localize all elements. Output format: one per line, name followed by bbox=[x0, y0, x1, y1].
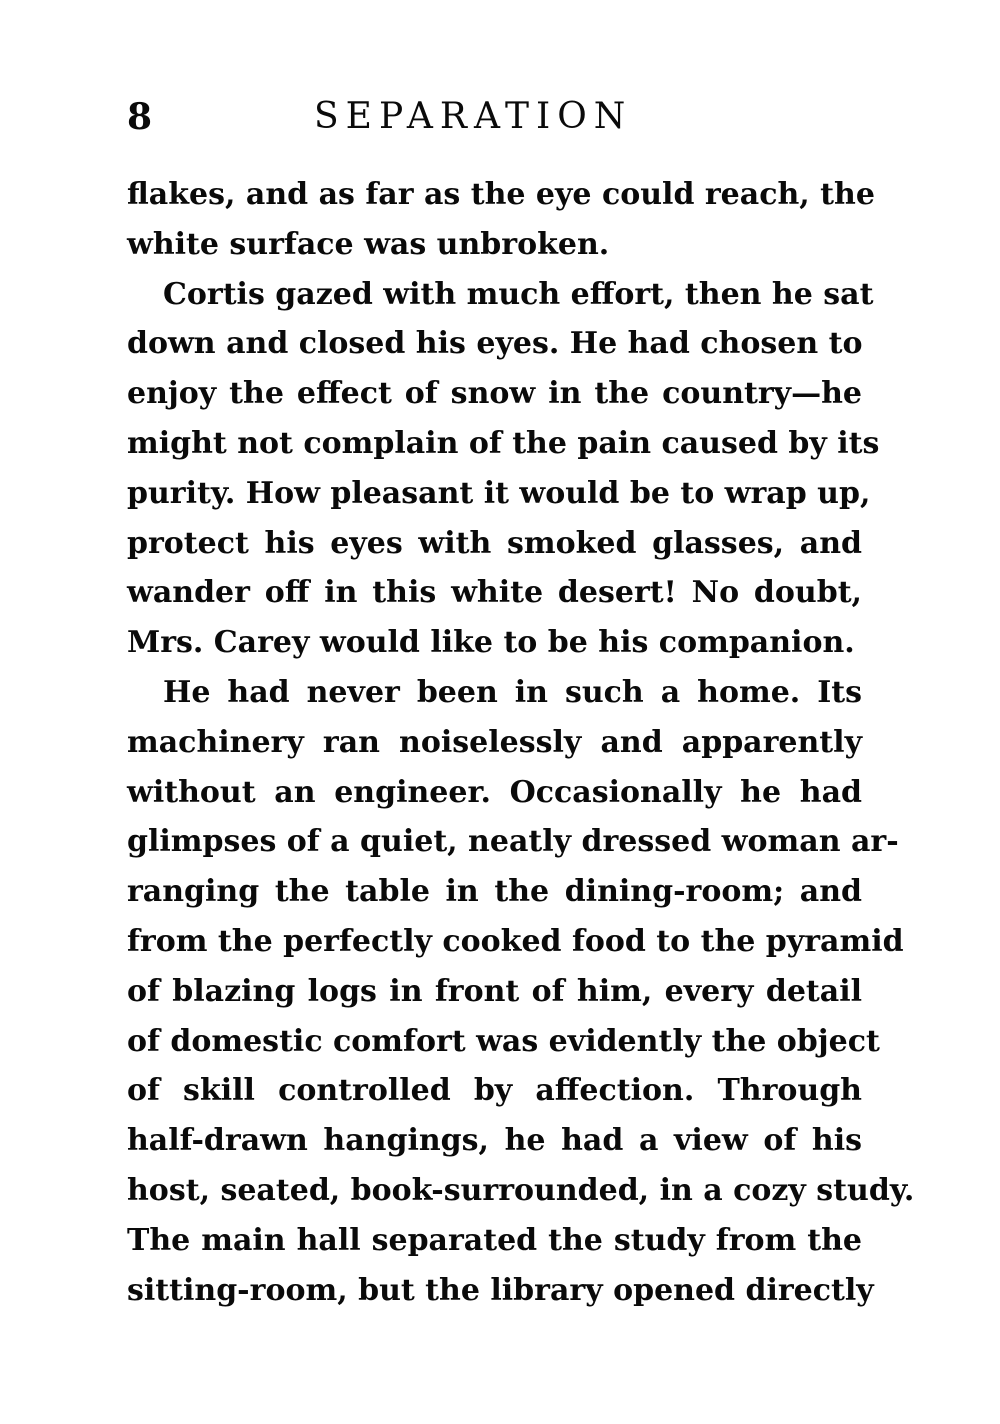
running-header bbox=[127, 92, 687, 142]
running-title: SEPARATION bbox=[314, 96, 633, 137]
text-line: glimpses of a quiet, neatly dressed woman ar- bbox=[127, 824, 899, 860]
text-line: flakes, and as far as the eye could reach, the bbox=[127, 177, 875, 212]
text-line: down and closed his eyes. He had chosen to bbox=[127, 326, 863, 362]
page-number: 8 bbox=[127, 96, 153, 138]
text-line: ranging the table in the dining-room; and bbox=[127, 874, 862, 910]
text-line: The main hall separated the study from the bbox=[127, 1222, 862, 1258]
text-line: white surface was unbroken. bbox=[127, 226, 610, 262]
text-line: of skill controlled by affection. Through bbox=[127, 1073, 862, 1109]
text-line: Mrs. Carey would like to be his companion. bbox=[127, 625, 855, 661]
text-line: might not complain of the pain caused by its bbox=[127, 425, 880, 461]
text-line: wander off in this white desert! No doubt, bbox=[127, 575, 862, 611]
text-line: host, seated, book-surrounded, in a cozy study. bbox=[127, 1172, 915, 1208]
paragraph-first-line: Cortis gazed with much effort, then he sat bbox=[163, 276, 874, 312]
body-text bbox=[127, 170, 915, 1315]
text-line: half-drawn hangings, he had a view of his bbox=[127, 1123, 862, 1159]
text-line: protect his eyes with smoked glasses, and bbox=[127, 525, 862, 561]
text-line: without an engineer. Occasionally he had bbox=[127, 774, 862, 810]
paragraph-first-line: He had never been in such a home. Its bbox=[163, 674, 862, 710]
text-line: machinery ran noiselessly and apparently bbox=[127, 724, 862, 760]
text-line: of blazing logs in front of him, every detail bbox=[127, 973, 862, 1009]
text-line: from the perfectly cooked food to the pyramid bbox=[127, 923, 904, 959]
text-line: purity. How pleasant it would be to wrap up, bbox=[127, 475, 871, 511]
text-line: of domestic comfort was evidently the object bbox=[127, 1023, 880, 1059]
text-line: sitting-room, but the library opened directly bbox=[127, 1272, 874, 1308]
text-line: enjoy the effect of snow in the country—he bbox=[127, 376, 862, 412]
